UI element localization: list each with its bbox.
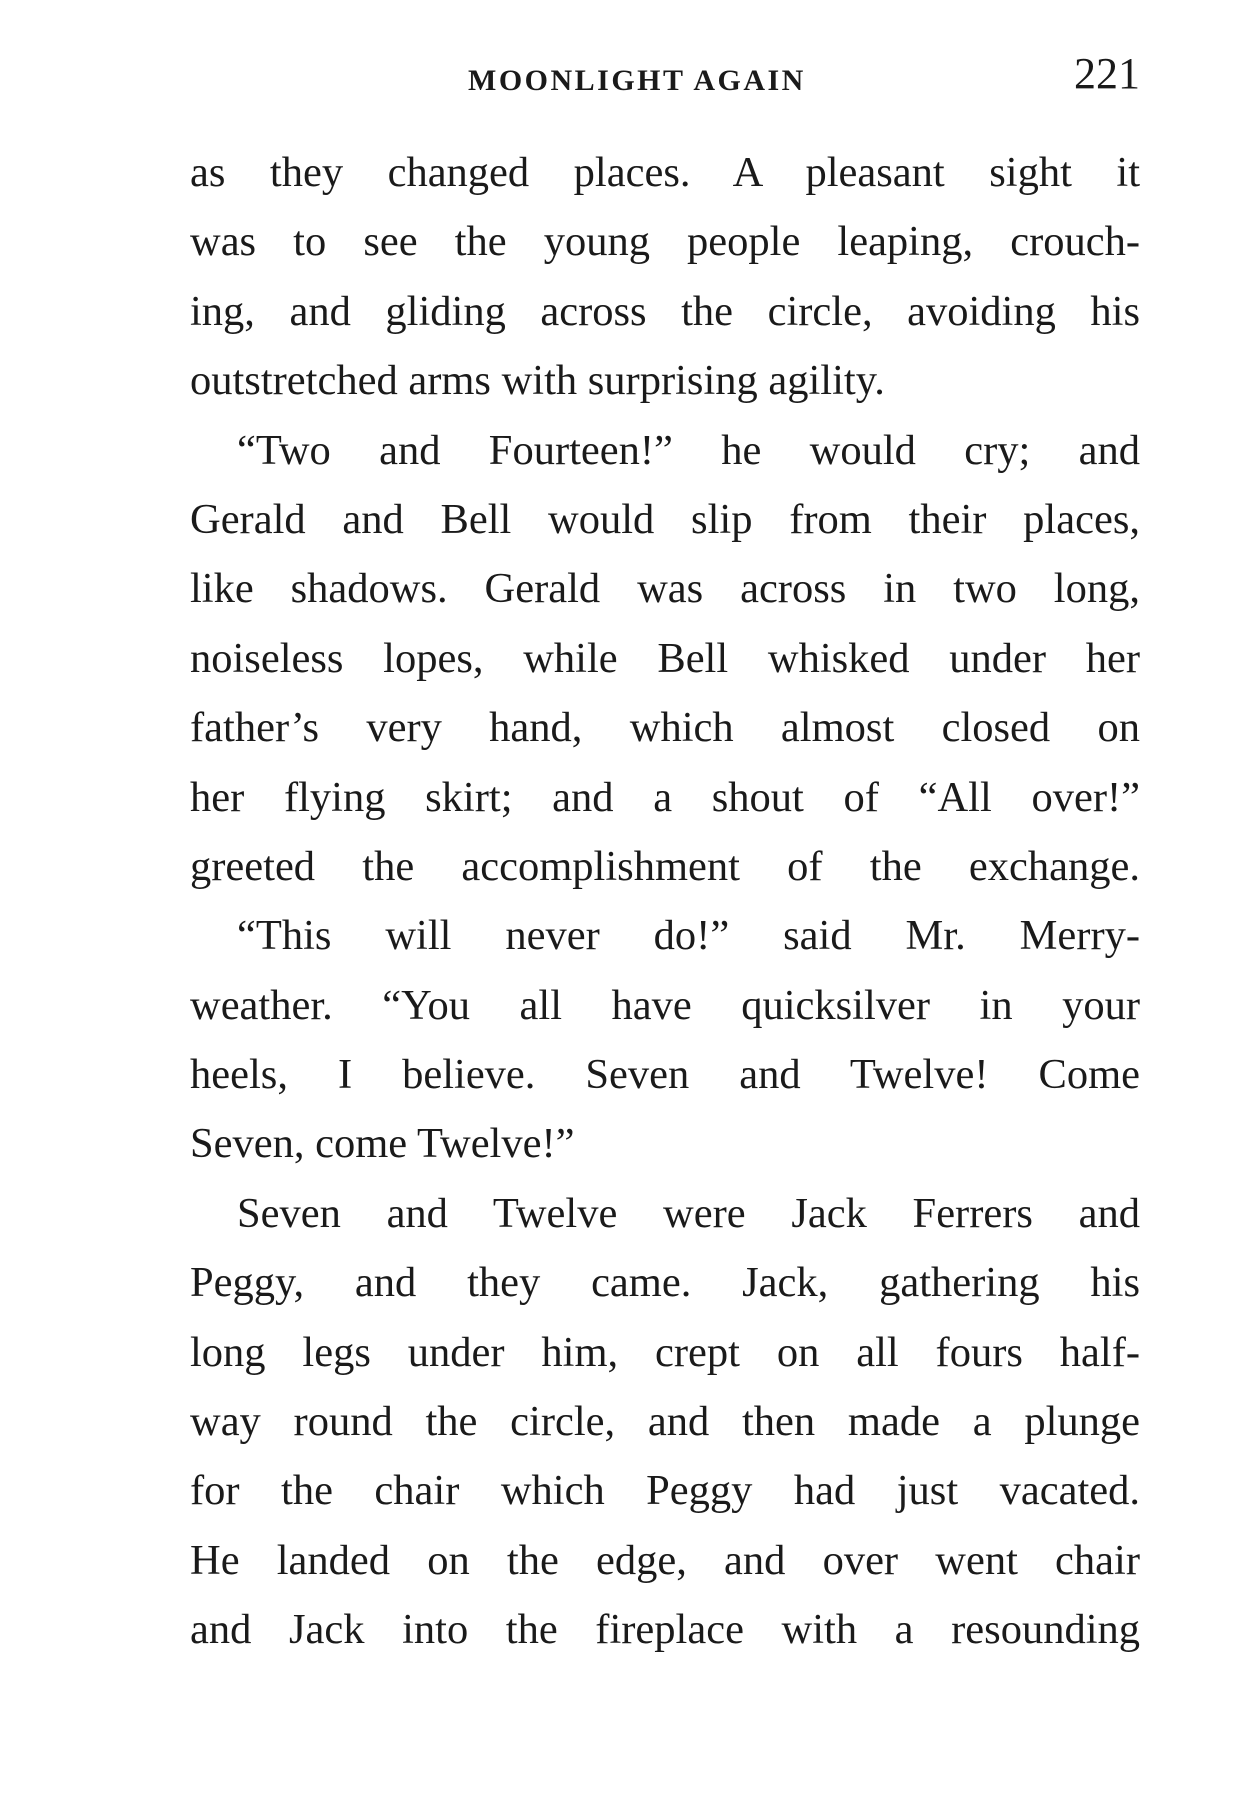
page-number: 221 (1074, 49, 1140, 98)
text-line: Seven and Twelve were Jack Ferrers and (237, 1189, 1140, 1237)
text-line: way round the circle, and then made a plunge (190, 1398, 1140, 1446)
text-line: weather. “You all have quicksilver in your (190, 981, 1140, 1029)
text-line: long legs under him, crept on all fours half- (190, 1328, 1140, 1376)
text-line: as they changed places. A pleasant sight it (190, 149, 1140, 196)
text-line: “This will never do!” said Mr. Merry- (237, 912, 1140, 960)
running-head (190, 48, 1140, 108)
text-line: Seven, come Twelve!” (190, 1120, 575, 1168)
running-title: MOONLIGHT AGAIN (468, 64, 806, 97)
body-text (190, 138, 1140, 1665)
text-line: father’s very hand, which almost closed on (190, 704, 1140, 752)
text-line: noiseless lopes, while Bell whisked under her (190, 634, 1140, 682)
text-line: Gerald and Bell would slip from their places, (190, 495, 1140, 543)
text-line: heels, I believe. Seven and Twelve! Come (190, 1051, 1140, 1099)
text-line: Peggy, and they came. Jack, gathering his (190, 1259, 1140, 1307)
text-line: outstretched arms with surprising agility. (190, 357, 885, 405)
text-line: greeted the accomplishment of the exchange. (190, 842, 1140, 890)
text-line: was to see the young people leaping, crouch- (190, 218, 1140, 266)
text-line: and Jack into the fireplace with a resounding (190, 1606, 1140, 1654)
text-line: ing, and gliding across the circle, avoiding his (190, 287, 1140, 335)
text-line: her flying skirt; and a shout of “All over!” (190, 773, 1140, 821)
text-line: like shadows. Gerald was across in two long, (190, 565, 1140, 613)
text-line: for the chair which Peggy had just vacated. (190, 1467, 1140, 1515)
text-line: He landed on the edge, and over went chair (190, 1536, 1140, 1584)
text-line: “Two and Fourteen!” he would cry; and (237, 426, 1140, 474)
